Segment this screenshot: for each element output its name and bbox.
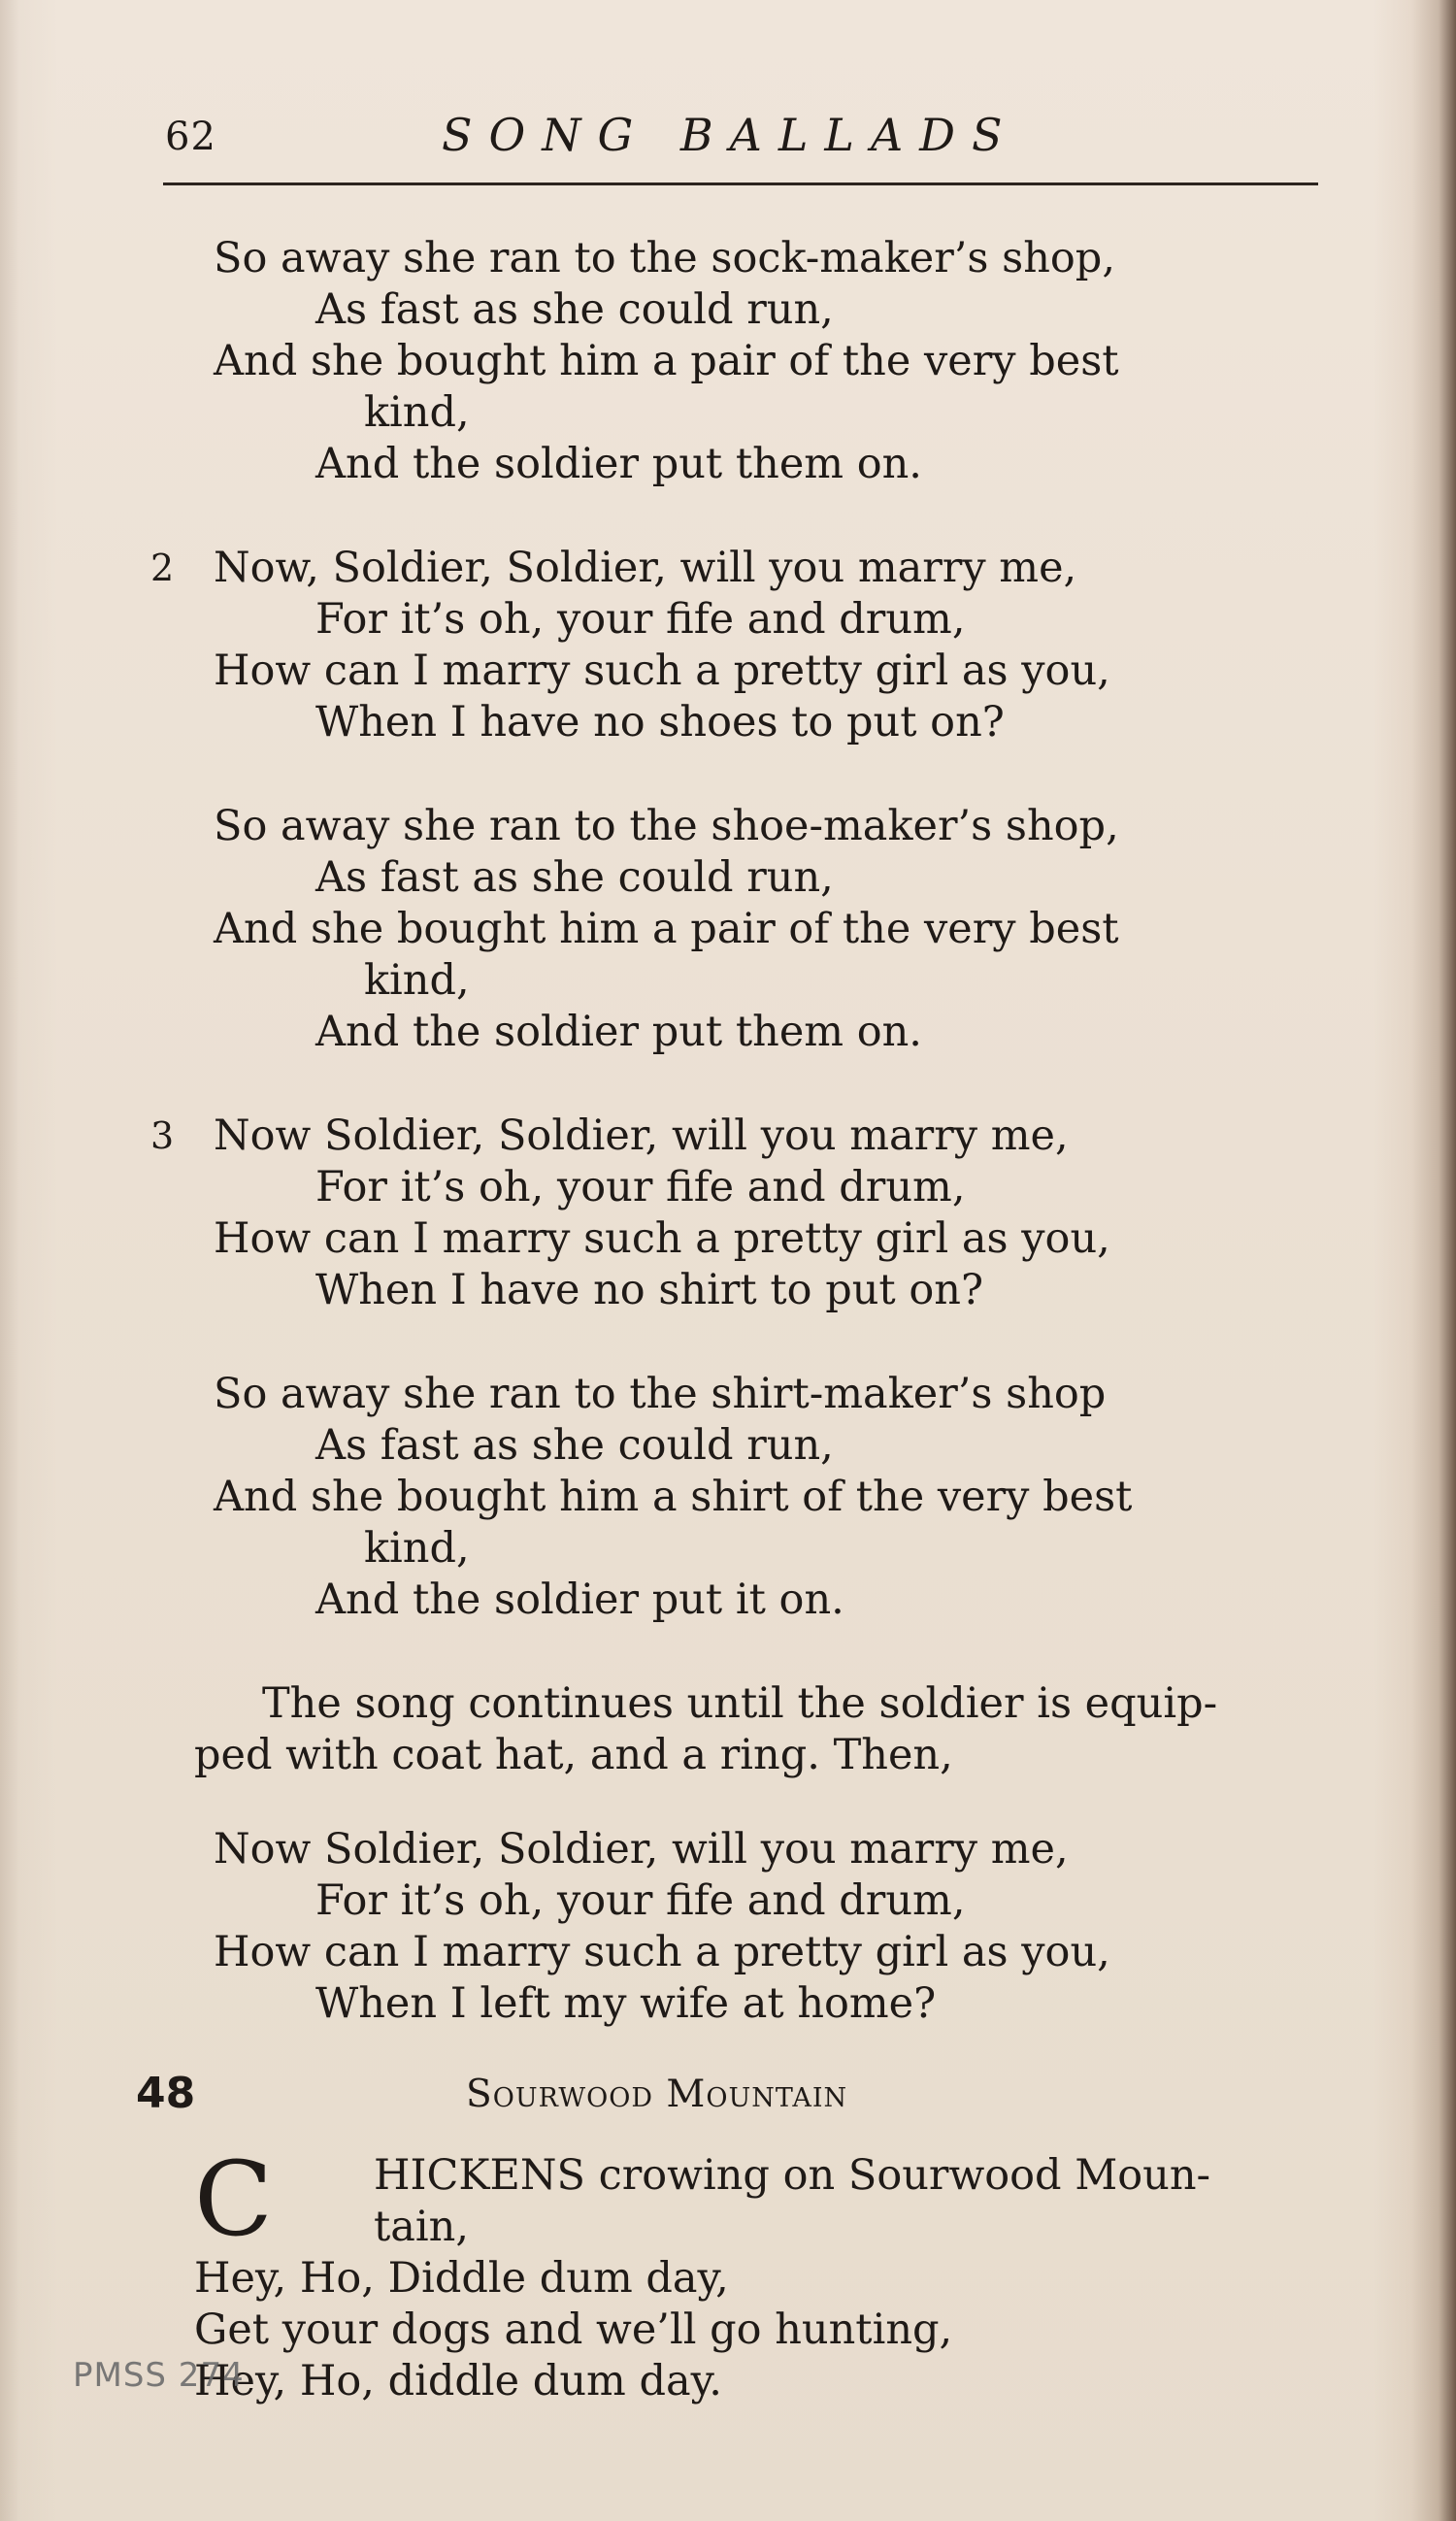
song-line: Hey, Ho, Diddle dum day, bbox=[194, 2254, 729, 2303]
stanza-line: How can I marry such a pretty girl as you, bbox=[214, 1214, 1110, 1263]
song-title: Sourwood Mountain bbox=[466, 2073, 848, 2116]
song-line: Get your dogs and we’ll go hunting, bbox=[194, 2305, 953, 2354]
stanza-number: 2 bbox=[150, 547, 175, 589]
stanza-3 bbox=[136, 801, 1335, 1058]
prose-line: The song continues until the soldier is equip- bbox=[262, 1679, 1218, 1728]
stanza-line: As fast as she could run, bbox=[315, 285, 834, 334]
stanza-line: kind, bbox=[364, 388, 470, 437]
page-number: 62 bbox=[165, 115, 216, 159]
stanza-line: For it’s oh, your fife and drum, bbox=[315, 1876, 966, 1925]
header-rule bbox=[163, 182, 1318, 185]
stanza-line-text: Now, Soldier, Soldier, will you marry me, bbox=[214, 544, 1077, 592]
stanza-line: So away she ran to the shirt-maker’s shop bbox=[214, 1370, 1107, 1418]
stanza-1 bbox=[136, 233, 1335, 490]
page-header bbox=[165, 109, 1320, 177]
stanza-4 bbox=[136, 1111, 1335, 1316]
stanza-line: So away she ran to the shoe-maker’s shop, bbox=[214, 802, 1119, 850]
stanza-line bbox=[136, 1111, 1335, 1162]
stanza-line: And she bought him a shirt of the very best bbox=[214, 1473, 1133, 1521]
stanza-line: And she bought him a pair of the very best bbox=[214, 337, 1119, 385]
stanza-line bbox=[136, 543, 1335, 594]
song-number: 48 bbox=[136, 2069, 196, 2118]
stanza-line: As fast as she could run, bbox=[315, 853, 834, 902]
stanza-line: When I have no shoes to put on? bbox=[315, 698, 1005, 746]
song-heading bbox=[136, 2069, 1335, 2137]
stanza-line: How can I marry such a pretty girl as you, bbox=[214, 647, 1110, 695]
stanza-line: And the soldier put them on. bbox=[315, 1008, 922, 1056]
final-stanza bbox=[136, 1824, 1335, 2030]
running-head: SONG BALLADS bbox=[442, 109, 1019, 161]
page-content bbox=[136, 233, 1335, 2407]
stanza-line: So away she ran to the sock-maker’s shop, bbox=[214, 234, 1115, 282]
stanza-line: As fast as she could run, bbox=[315, 1421, 834, 1470]
song-line: HICKENS crowing on Sourwood Moun- bbox=[374, 2151, 1211, 2200]
stanza-5 bbox=[136, 1369, 1335, 1626]
prose-line: ped with coat hat, and a ring. Then, bbox=[194, 1731, 953, 1779]
song-line: Hey, Ho, diddle dum day. bbox=[194, 2357, 722, 2405]
song-line: tain, bbox=[374, 2203, 470, 2251]
archive-watermark: PMSS 274 bbox=[73, 2356, 245, 2395]
stanza-line: kind, bbox=[364, 1524, 470, 1573]
song-first-lines bbox=[136, 2140, 1335, 2259]
stanza-line-text: Now Soldier, Soldier, will you marry me, bbox=[214, 1111, 1069, 1160]
stanza-line: When I have no shirt to put on? bbox=[315, 1266, 983, 1314]
stanza-line: How can I marry such a pretty girl as you, bbox=[214, 1928, 1110, 1976]
stanza-number: 3 bbox=[150, 1114, 175, 1157]
prose-paragraph bbox=[136, 1678, 1301, 1781]
stanza-line: For it’s oh, your fife and drum, bbox=[315, 1163, 966, 1211]
stanza-line: And the soldier put it on. bbox=[315, 1576, 844, 1624]
stanza-line: And the soldier put them on. bbox=[315, 440, 922, 488]
stanza-line: Now Soldier, Soldier, will you marry me, bbox=[214, 1825, 1069, 1874]
stanza-line: And she bought him a pair of the very best bbox=[214, 905, 1119, 953]
song-remaining-lines bbox=[136, 2253, 1335, 2407]
stanza-2 bbox=[136, 543, 1335, 748]
stanza-line: For it’s oh, your fife and drum, bbox=[315, 595, 966, 644]
stanza-line: When I left my wife at home? bbox=[315, 1979, 937, 2028]
drop-cap: C bbox=[194, 2140, 274, 2259]
stanza-line: kind, bbox=[364, 956, 470, 1005]
